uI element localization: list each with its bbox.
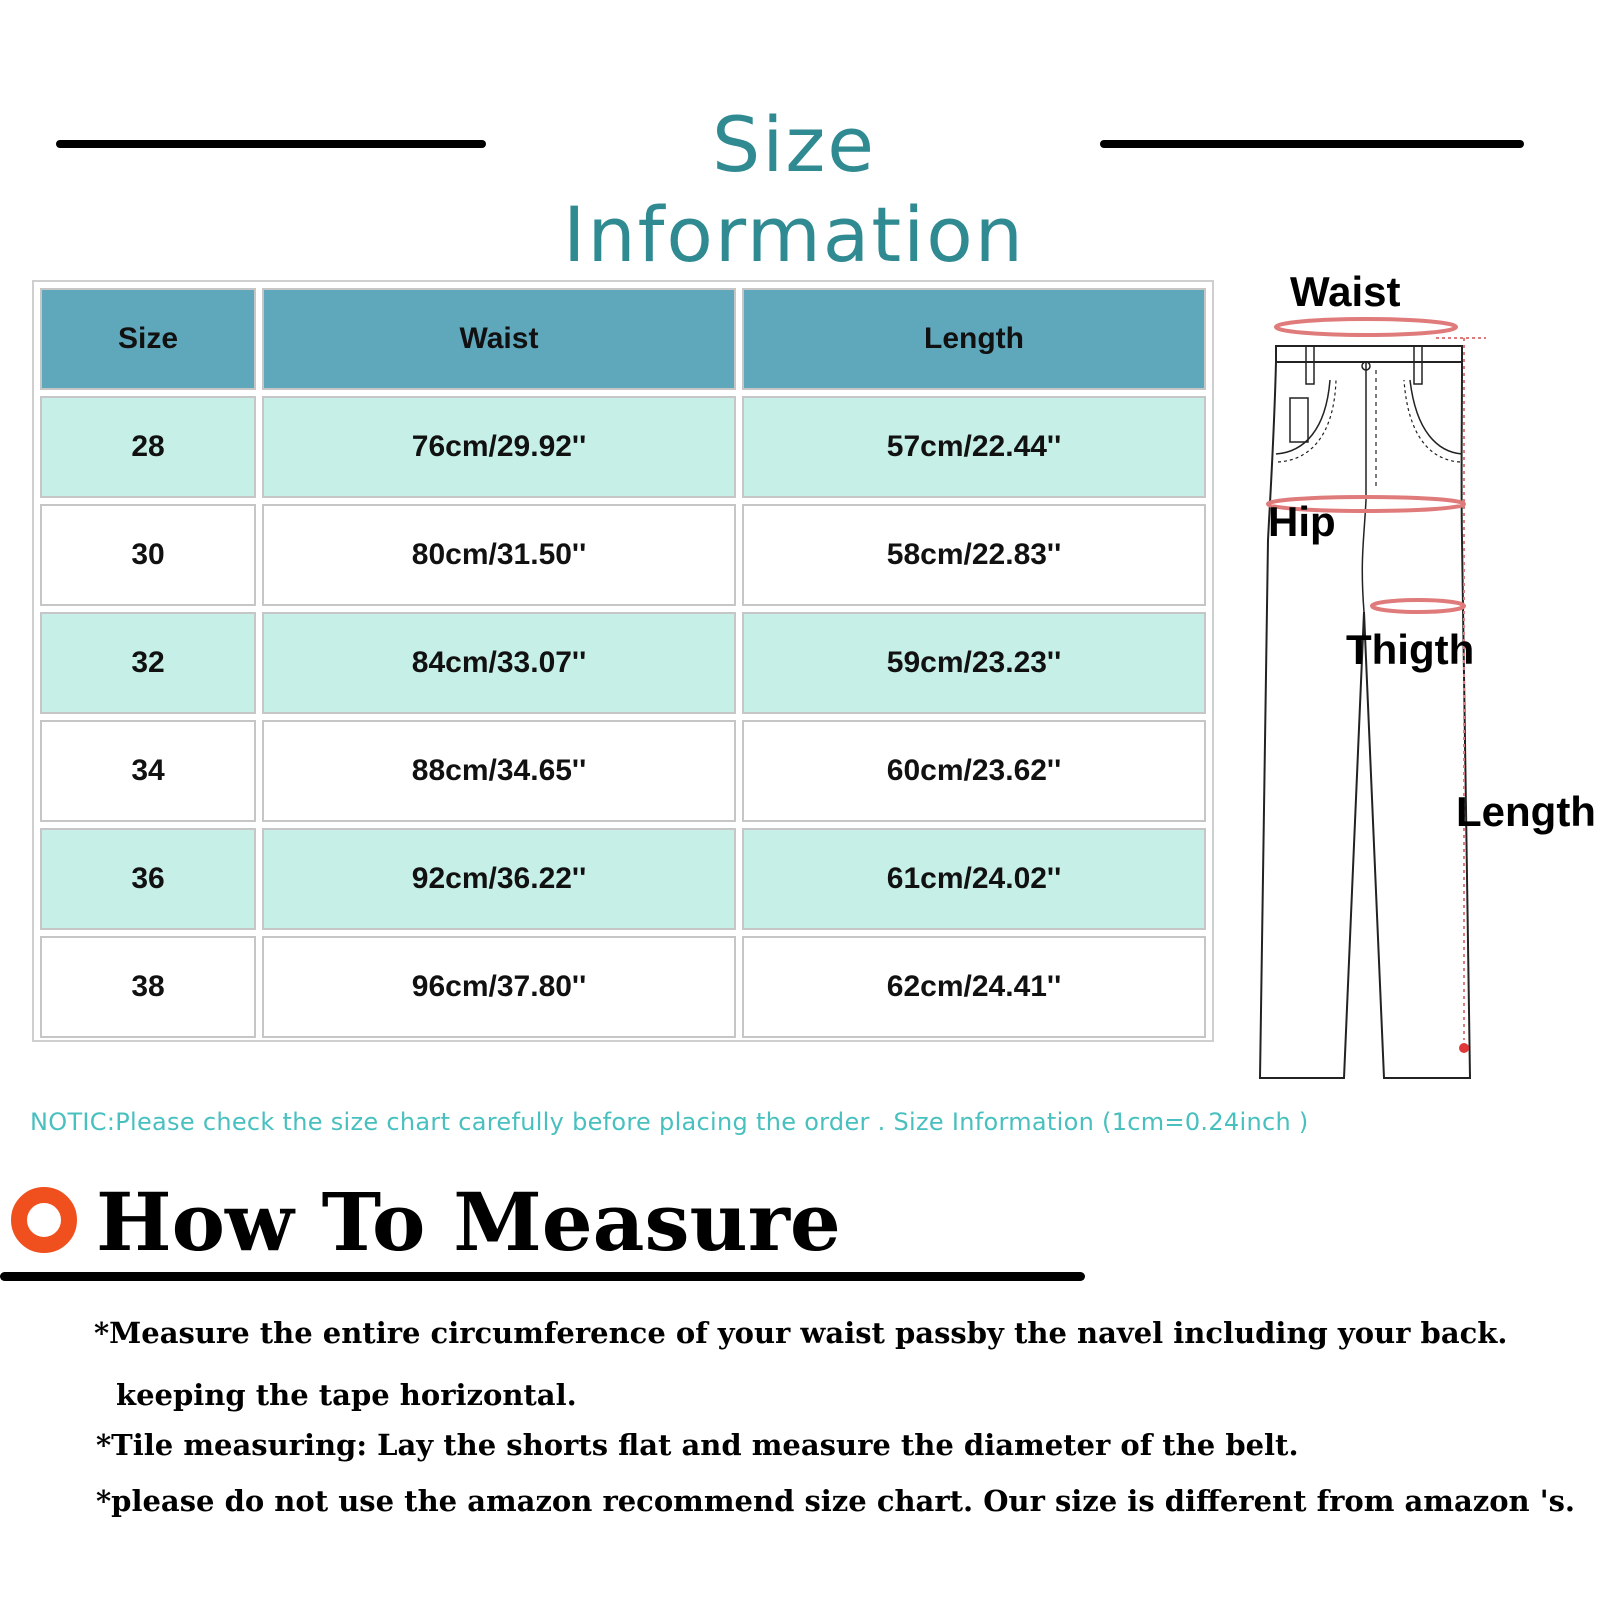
- table-row: [40, 612, 1206, 714]
- table-header-row: [40, 288, 1206, 390]
- cell-size: 34: [40, 720, 256, 822]
- diagram-label-length: Length: [1456, 788, 1596, 835]
- measure-note: *please do not use the amazon recommend size chart. Our size is different from amazon 's.: [96, 1484, 1576, 1518]
- cell-length: 59cm/23.23'': [742, 612, 1206, 714]
- cell-waist: 92cm/36.22'': [262, 828, 736, 930]
- table-row: [40, 504, 1206, 606]
- cell-length: 62cm/24.41'': [742, 936, 1206, 1038]
- column-header-length: Length: [742, 288, 1206, 390]
- cell-length: 61cm/24.02'': [742, 828, 1206, 930]
- how-to-measure-title: How To Measure: [96, 1175, 841, 1269]
- cell-waist: 88cm/34.65'': [262, 720, 736, 822]
- cell-size: 28: [40, 396, 256, 498]
- table-row: [40, 720, 1206, 822]
- cell-length: 58cm/22.83'': [742, 504, 1206, 606]
- how-to-measure-rule: [0, 1272, 1085, 1281]
- page-title: Size Information: [563, 100, 1025, 279]
- table-row: [40, 936, 1206, 1038]
- cell-waist: 84cm/33.07'': [262, 612, 736, 714]
- diagram-label-waist: Waist: [1290, 268, 1401, 315]
- cell-size: 38: [40, 936, 256, 1038]
- size-notice: NOTIC:Please check the size chart carefully before placing the order . Size Information (1cm=0.24inch ): [30, 1108, 1309, 1136]
- table-row: [40, 396, 1206, 498]
- table-row: [40, 828, 1206, 930]
- measure-note: keeping the tape horizontal.: [116, 1378, 577, 1412]
- title-rule-right: [1100, 140, 1524, 148]
- diagram-label-hip: Hip: [1268, 498, 1336, 545]
- cell-length: 60cm/23.62'': [742, 720, 1206, 822]
- cell-waist: 80cm/31.50'': [262, 504, 736, 606]
- measure-note: *Measure the entire circumference of your waist passby the navel including your back.: [94, 1316, 1508, 1350]
- diagram-label-thigh: Thigth: [1346, 626, 1475, 673]
- cell-waist: 96cm/37.80'': [262, 936, 736, 1038]
- column-header-size: Size: [40, 288, 256, 390]
- size-table: [34, 282, 1212, 1044]
- cell-length: 57cm/22.44'': [742, 396, 1206, 498]
- pants-diagram: [1224, 240, 1594, 1090]
- title-rule-left: [56, 140, 486, 148]
- measure-note: *Tile measuring: Lay the shorts flat and measure the diameter of the belt.: [96, 1428, 1299, 1462]
- cell-size: 30: [40, 504, 256, 606]
- cell-size: 36: [40, 828, 256, 930]
- column-header-waist: Waist: [262, 288, 736, 390]
- circle-bullet-icon: [10, 1186, 78, 1254]
- size-table-container: [32, 280, 1214, 1042]
- cell-waist: 76cm/29.92'': [262, 396, 736, 498]
- cell-size: 32: [40, 612, 256, 714]
